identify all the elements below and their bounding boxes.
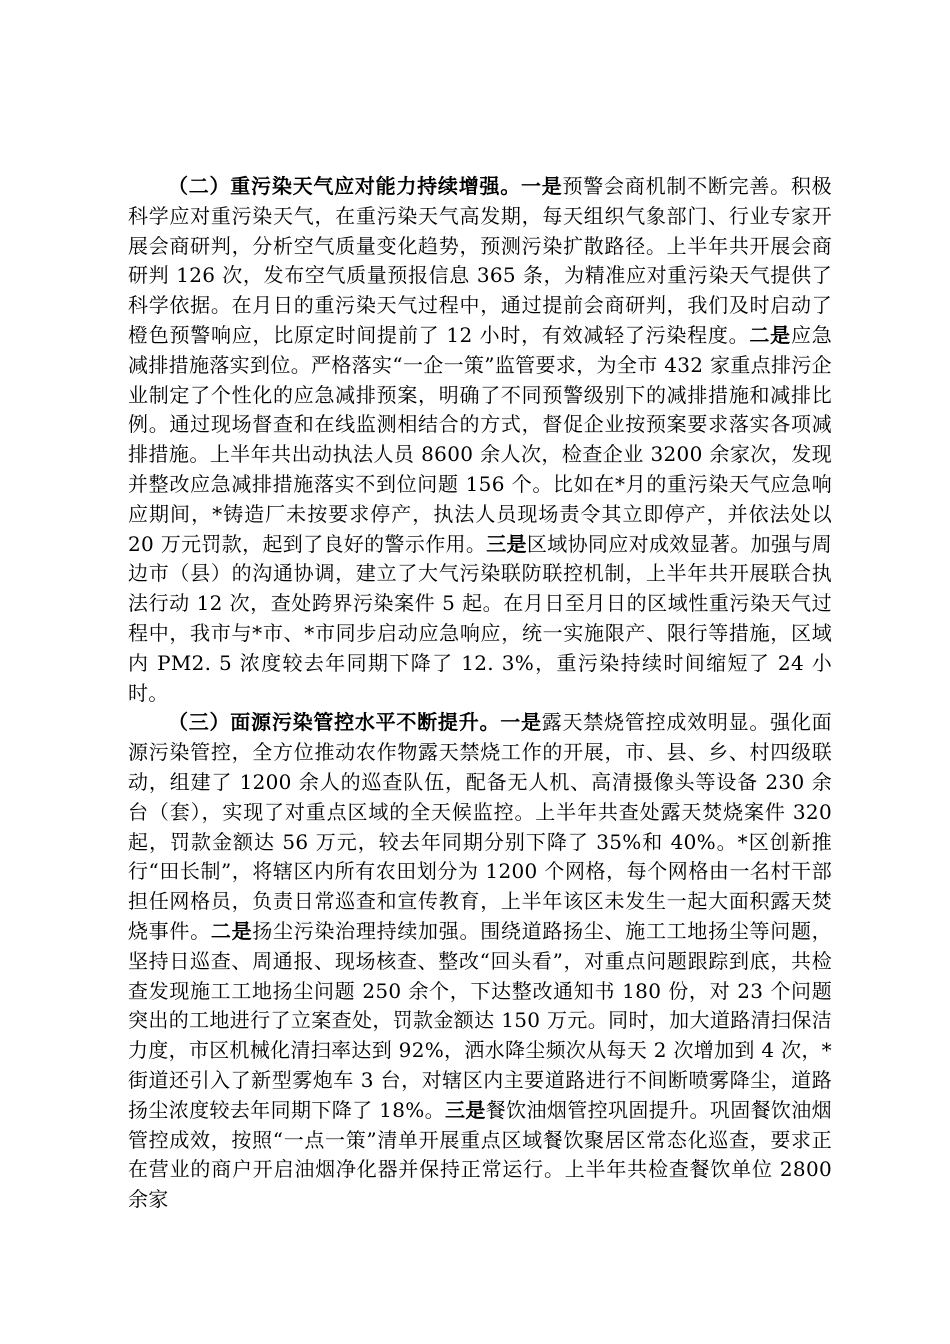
section-heading-2: （二）重污染天气应对能力持续增强。 — [168, 174, 521, 198]
point-marker-2: 二是 — [210, 918, 253, 943]
point-marker-1: 一是 — [500, 710, 542, 735]
document-page — [128, 172, 832, 1215]
section-heading-3: （三）面源污染管控水平不断提升。 — [168, 710, 501, 735]
point-marker-2: 二是 — [749, 322, 791, 347]
paragraph-text: 餐饮油烟管控巩固提升。巩固餐饮油烟管控成效，按照“一点一策”清单开展重点区域餐饮聚居区常态化巡查，要求正在营业的商户开启油烟净化器并保持正常运行。上半年共检查餐饮单位 2800 余家 — [128, 1097, 832, 1212]
paragraph-text: 露天禁烧管控成效明显。强化面源污染管控，全方位推动农作物露天禁烧工作的开展，市、县、乡、村四级联动，组建了 1200 余人的巡查队伍，配备无人机、高清摄像头等设备 230 余台（套），实现了对重点区域的全天候监控。上半年共查处露天焚烧案件 320 起，罚款金额达 56 万元，较去年同期分别下降了 35%和 40%。*区创新推行“田长制”，将辖区内所有农田划分为 1200 个网格，每个网格由一名村干部担任网格员，负责日常巡查和宣传教育，上半年该区未发生一起大面积露天焚烧事件。 — [128, 710, 832, 943]
paragraph-text: 应急减排措施落实到位。严格落实“一企一策”监管要求，为全市 432 家重点排污企业制定了个性化的应急减排预案，明确了不同预警级别下的减排措施和减排比例。通过现场督查和在线监测相结合的方式，督促企业按预案要求落实各项减排措施。上半年共出动执法人员 8600 余人次，检查企业 3200 余家次，发现并整改应急减排措施落实不到位问题 156 个。比如在*月的重污染天气应急响应期间，*铸造厂未按要求停产，执法人员现场责令其立即停产，并依法处以 20 万元罚款，起到了良好的警示作用。 — [128, 322, 832, 556]
paragraph-area-source-control — [128, 708, 832, 1215]
point-marker-3: 三是 — [486, 531, 527, 556]
paragraph-text: 预警会商机制不断完善。积极科学应对重污染天气，在重污染天气高发期，每天组织气象部门、行业专家开展会商研判，分析空气质量变化趋势，预测污染扩散路径。上半年共开展会商研判 126 次，发布空气质量预报信息 365 条，为精准应对重污染天气提供了科学依据。在月日的重污染天气过程中，通过提前会商研判，我们及时启动了橙色预警响应，比原定时间提前了 12 小时，有效减轻了污染程度。 — [128, 174, 832, 347]
paragraph-heavy-pollution-response — [128, 172, 832, 708]
point-marker-3: 三是 — [444, 1097, 486, 1122]
paragraph-text: 区域协同应对成效显著。加强与周边市（县）的沟通协调，建立了大气污染联防联控机制，上半年共开展联合执法行动 12 次，查处跨界污染案件 5 起。在月日至月日的区域性重污染天气过程中，我市与*市、*市同步启动应急响应，统一实施限产、限行等措施，区域内 PM2. 5 浓度较去年同期下降了 12. 3%，重污染持续时间缩短了 24 小时。 — [128, 531, 832, 705]
point-marker-1: 一是 — [520, 174, 563, 198]
paragraph-text: 扬尘污染治理持续加强。围绕道路扬尘、施工工地扬尘等问题，坚持日巡查、周通报、现场核查、整改“回头看”，对重点问题跟踪到底，共检查发现施工工地扬尘问题 250 余个，下达整改通知书 180 份，对 23 个问题突出的工地进行了立案查处，罚款金额达 150 万元。同时，加大道路清扫保洁力度，市区机械化清扫率达到 92%，洒水降尘频次从每天 2 次增加到 4 次，*街道还引入了新型雾炮车 3 台，对辖区内主要道路进行不间断喷雾降尘，道路扬尘浓度较去年同期下降了 18%。 — [128, 918, 832, 1122]
